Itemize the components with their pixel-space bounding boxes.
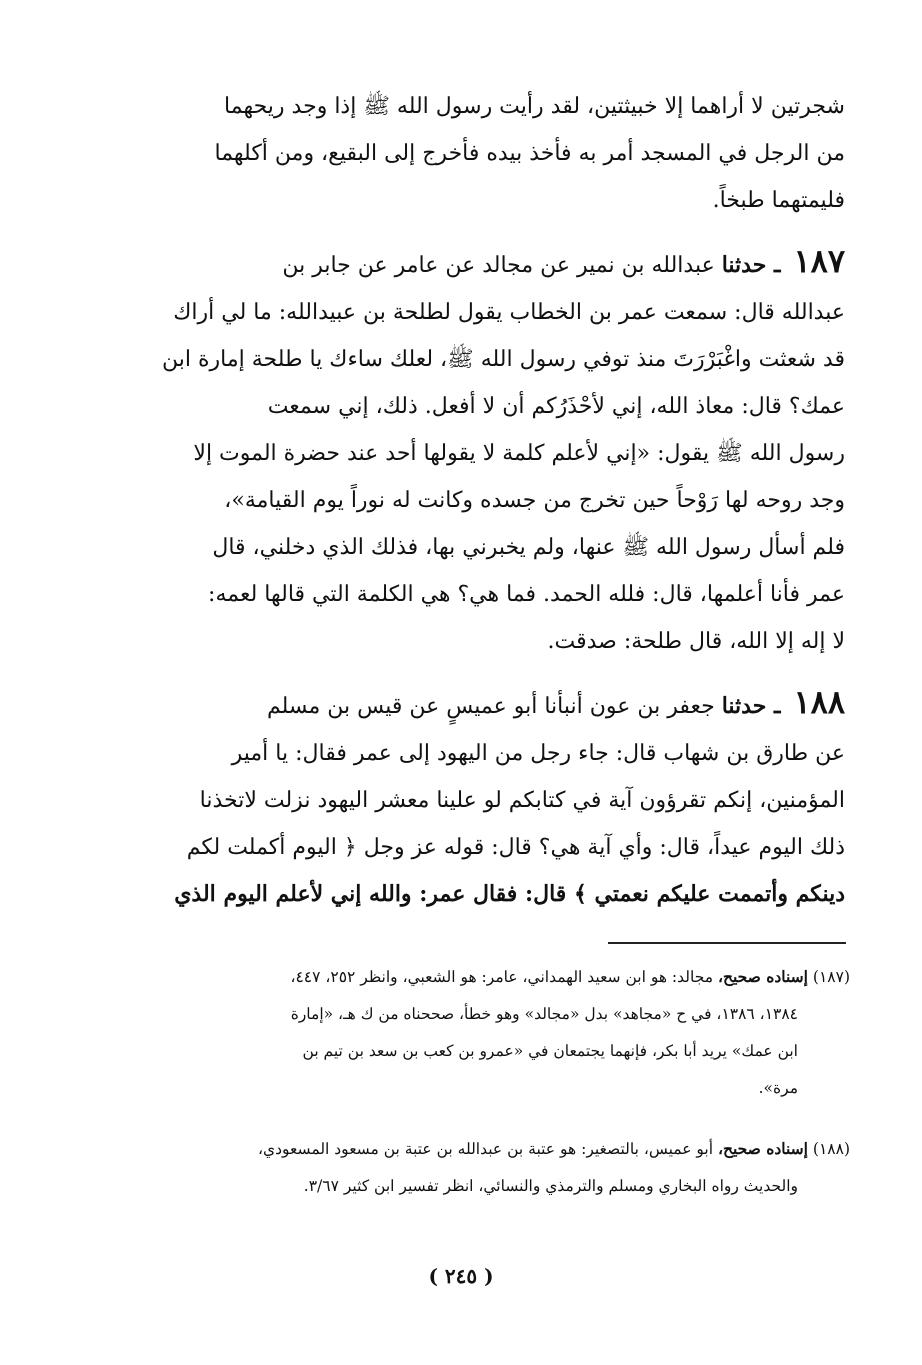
hadith-187 — [130, 238, 845, 665]
hadith-heading-line — [130, 679, 845, 730]
hadith-keyword: ـ حدثنا — [721, 252, 781, 278]
hadith-number: ١٨٨ — [793, 683, 845, 721]
footnote-line: والحديث رواه البخاري ومسلم والترمذي والنسائي، انظر تفسير ابن كثير ٣/٦٧. — [303, 1177, 798, 1195]
hadith-number: ١٨٧ — [793, 242, 845, 280]
text-line: فلم أسأل رسول الله ﷺ عنها، ولم يخبرني بها، فذلك الذي دخلني، قال — [212, 535, 845, 560]
text-line: لا إله إلا الله، قال طلحة: صدقت. — [547, 629, 845, 654]
hadith-188 — [130, 679, 845, 918]
text-line: عمك؟ قال: معاذ الله، إني لأحْذَرُكم أن لا أفعل. ذلك، إني سمعت — [267, 394, 845, 419]
text-line: وجد روحه لها رَوْحاً حين تخرج من جسده وكانت له نوراً يوم القيامة»، — [224, 488, 845, 513]
footnote-ref: (١٨٧) — [812, 968, 850, 986]
text-line: دينكم وأتممت عليكم نعمتي ﴾ قال: فقال عمر: والله إني لأعلم اليوم الذي — [174, 881, 845, 907]
footnote-label: إسناده صحيح، — [717, 1139, 808, 1158]
text-line: عن طارق بن شهاب قال: جاء رجل من اليهود إلى عمر فقال: يا أمير — [231, 741, 845, 766]
footnote-text: مجالد: هو ابن سعيد الهمداني، عامر: هو الشعبي، وانظر ٢٥٢، ٤٤٧، — [290, 968, 714, 986]
hadith-chain: جعفر بن عون أنبأنا أبو عميسٍ عن قيس بن مسلم — [266, 694, 715, 719]
footnote-line: مرة». — [758, 1079, 798, 1097]
text-line: قد شعثت واغْبَرْرَتَ منذ توفي رسول الله ﷺ، لعلك ساءك يا طلحة إمارة ابن — [161, 347, 845, 372]
text-line: من الرجل في المسجد أمر به فأخذ بيده فأخرج إلى البقيع، ومن أكلهما — [214, 141, 845, 166]
footnote-187 — [130, 958, 850, 1107]
text-line: شجرتين لا أراهما إلا خبيثتين، لقد رأيت رسول الله ﷺ إذا وجد ريحهما — [224, 94, 845, 119]
hadith-chain: عبدالله بن نمير عن مجالد عن عامر عن جابر بن — [282, 253, 715, 278]
text-line: عبدالله قال: سمعت عمر بن الخطاب يقول لطلحة بن عبيدالله: ما لي أراك — [173, 300, 845, 325]
footnote-separator — [608, 942, 846, 944]
hadith-heading-line — [130, 238, 845, 289]
page-number: ( ٢٤٥ ) — [428, 1264, 494, 1288]
footnote-first-line — [130, 1130, 850, 1168]
footnote-line: ابن عمك» يريد أبا بكر، فإنهما يجتمعان في «عمرو بن كعب بن سعد بن تيم بن — [302, 1042, 798, 1060]
text-line: المؤمنين، إنكم تقرؤون آية في كتابكم لو علينا معشر اليهود نزلت لاتخذنا — [199, 788, 845, 813]
footnote-line: ١٣٨٤، ١٣٨٦، في ح «مجاهد» بدل «مجالد» وهو خطأ، صححناه من ك هـ، «إمارة — [290, 1005, 798, 1023]
footnote-188 — [130, 1130, 850, 1205]
footnote-text: أبو عميس، بالتصغير: هو عتبة بن عبدالله بن عتبة بن مسعود المسعودي، — [258, 1140, 714, 1158]
footnote-label: إسناده صحيح، — [717, 967, 808, 986]
text-line: عمر فأنا أعلمها، قال: فلله الحمد. فما هي؟ هي الكلمة التي قالها لعمه: — [208, 582, 845, 607]
text-line: ذلك اليوم عيداً، قال: وأي آية هي؟ قال: قوله عز وجل ﴿ اليوم أكملت لكم — [186, 835, 845, 860]
text-line: رسول الله ﷺ يقول: «إني لأعلم كلمة لا يقولها أحد عند حضرة الموت إلا — [193, 441, 845, 466]
intro-paragraph — [130, 83, 845, 224]
footnote-first-line — [130, 958, 850, 996]
text-line: فليمتهما طبخاً. — [712, 188, 845, 213]
hadith-keyword: ـ حدثنا — [721, 693, 781, 719]
footnote-ref: (١٨٨) — [812, 1140, 850, 1158]
